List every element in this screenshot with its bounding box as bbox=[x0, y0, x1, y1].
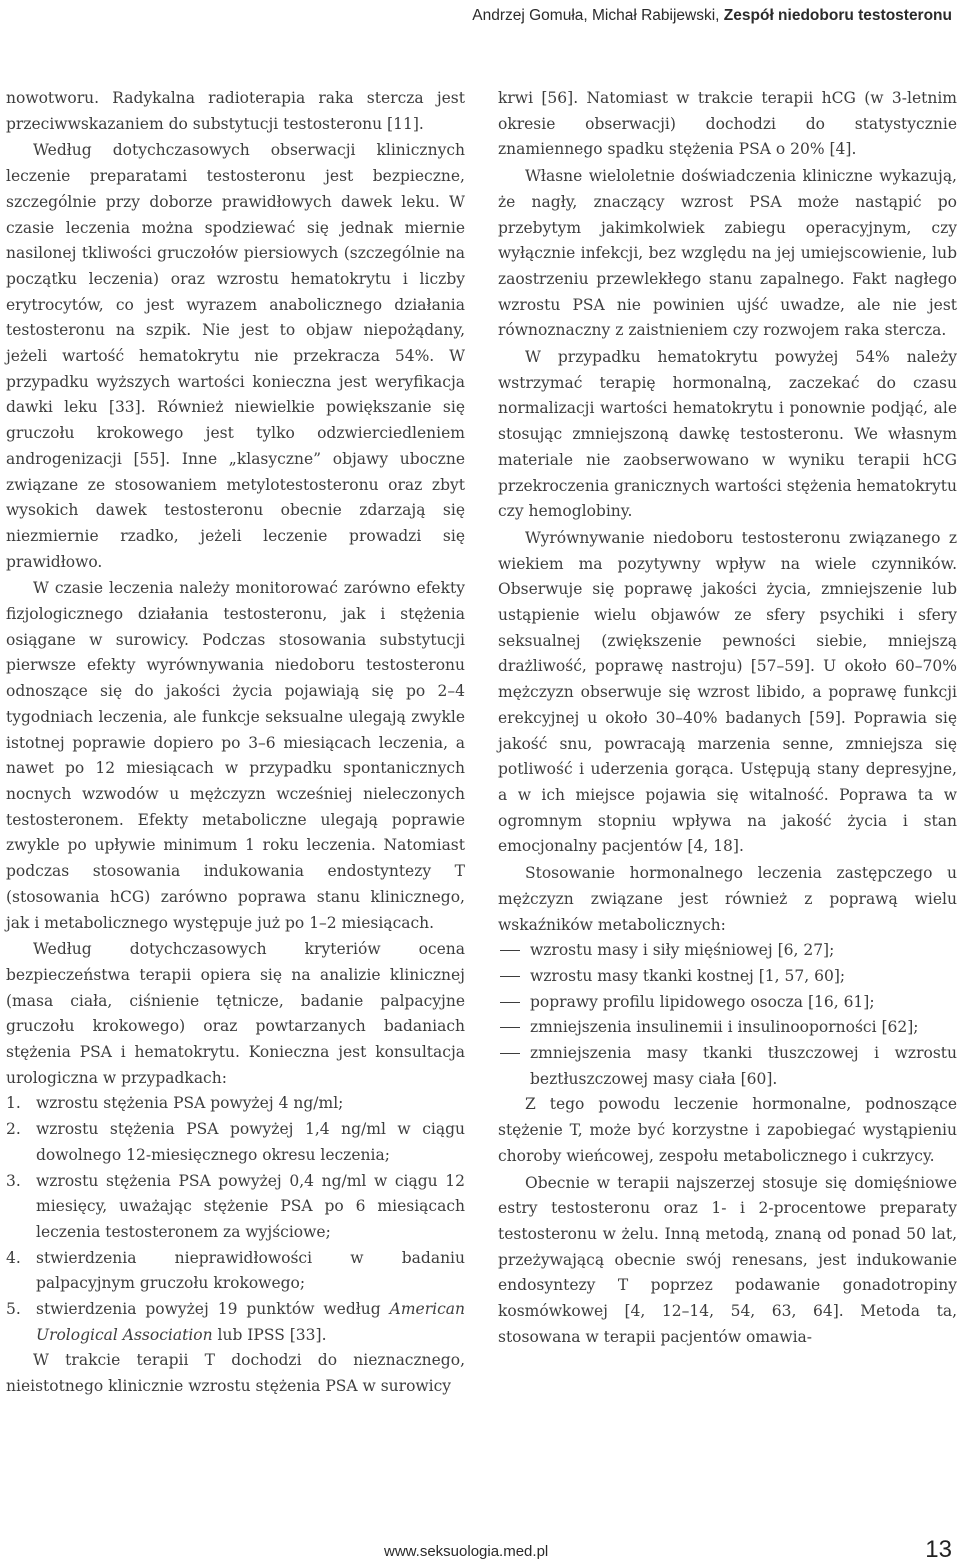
paragraph: W czasie leczenia należy monitorować zarówno efekty fizjologicznego działania testosteronu, jak i stężenia osiągane w surowicy. Podczas stosowania substytucji pierwsze efekty wyrównywania niedoboru testosteronu odnoszące się do jakości życia pojawiają się po 2–4 tygodniach leczenia, ale funkcje seksualne ulegają zwykle istotnej poprawie dopiero po 3–6 miesiącach leczenia, a nawet po 12 miesiącach w przypadku spontanicznych nocnych wzwodów u mężczyzn wcześniej nieleczonych testosteronem. Efekty metaboliczne ulegają poprawie zwykle po upływie minimum 1 roku leczenia. Natomiast podczas stosowania indukowania endostyntezy T (stosowania hCG) zarówno poprawa stanu klinicznego, jak i metabolicznego występuje już po 1–2 miesiącach. bbox=[6, 579, 465, 932]
list-item-text: wzrostu masy tkanki kostnej [1, 57, 60]; bbox=[530, 966, 846, 985]
list-number: 1. bbox=[6, 1094, 21, 1113]
list-number: 4. bbox=[6, 1248, 21, 1267]
paragraph: Obecnie w terapii najszerzej stosuje się domięśniowe estry testosteronu oraz 1- i 2-procentowe preparaty testosteronu w żelu. Inną metodą, znaną od ponad 50 lat, przeżywającą obecnie swój renesans, jest indukowanie endosyntezy T poprzez podawanie gonadotropiny kosmówkowej [4, 12–14, 54, 63, 64]. Metoda ta, stosowana w terapii pacjentów omawia- bbox=[498, 1173, 957, 1346]
list-item bbox=[498, 990, 957, 1016]
paragraph: W trakcie terapii T dochodzi do nieznacznego, nieistotnego klinicznie wzrostu stężenia PSA w surowicy bbox=[6, 1351, 465, 1396]
running-header bbox=[0, 7, 952, 25]
header-article-title: Zespół niedoboru testosteronu bbox=[723, 7, 952, 24]
paragraph: Własne wieloletnie doświadczenia kliniczne wykazują, że nagły, znaczący wzrost PSA może nastąpić po przebytym jakimkolwiek zabiegu operacyjnym, czy wyłącznie infekcji, bez względu na jej umiejscowienie, lub zaostrzeniu przewlekłego stanu zapalnego. Fakt nagłego wzrostu PSA nie powinien ujść uwadze, ale nie jest równoznaczny z zaistnieniem czy rozwojem raka stercza. bbox=[498, 167, 957, 340]
list-item bbox=[6, 1297, 465, 1348]
left-column bbox=[6, 86, 465, 1400]
paragraph: Wyrównywanie niedoboru testosteronu związanego z wiekiem ma pozytywny wpływ na wiele czynników. Obserwuje się poprawę jakości życia, zmniejszenie lub ustąpienie wielu objawów ze sfery psychiki i sfery seksualnej (zwiększenie pewności siebie, mniejszą drażliwość, poprawę nastroju) [57–59]. U około 60–70% mężczyzn obserwuje się wzrost libido, a poprawę funkcji erekcyjnej u około 30–40% badanych [59]. Poprawia się jakość snu, powracają marzenia senne, zmniejsza się potliwość i uderzenia gorąca. Ustępują stany depresyjne, a w ich miejsce pojawia się witalność. Poprawa ta w ogromnym stopniu wpływa na jakość życia i stan emocjonalny pacjentów [4, 18]. bbox=[498, 528, 957, 856]
list-number: 3. bbox=[6, 1171, 21, 1190]
list-item bbox=[498, 964, 957, 990]
paragraph: Według dotychczasowych kryteriów ocena bezpieczeństwa terapii opiera się na analizie klinicznej (masa ciała, ciśnienie tętnicze, badanie palpacyjne gruczołu krokowego) oraz powtarzanych badaniach stężenia PSA i hematokrytu. Konieczna jest konsultacja urologiczna w przypadkach: bbox=[6, 940, 465, 1087]
list-item-text-tail: lub IPSS [33]. bbox=[212, 1325, 327, 1344]
dash-marker bbox=[500, 1053, 520, 1054]
list-item-text: poprawy profilu lipidowego osocza [16, 61]; bbox=[530, 992, 875, 1011]
dash-marker bbox=[500, 976, 520, 977]
header-authors: Andrzej Gomuła, Michał Rabijewski, bbox=[472, 7, 724, 24]
list-item-text: wzrostu stężenia PSA powyżej 1,4 ng/ml w ciągu dowolnego 12-miesięcznego okresu leczenia; bbox=[36, 1120, 465, 1164]
list-item-text: wzrostu masy i siły mięśniowej [6, 27]; bbox=[530, 941, 835, 960]
paragraph: Z tego powodu leczenie hormonalne, podnoszące stężenie T, może być korzystne i zapobiegać wystąpieniu choroby wieńcowej, zespołu metabolicznego i cukrzycy. bbox=[498, 1095, 957, 1165]
dash-list bbox=[498, 938, 957, 1092]
list-item bbox=[6, 1117, 465, 1168]
dash-marker bbox=[500, 1027, 520, 1028]
page-number: 13 bbox=[925, 1536, 952, 1563]
paragraph: Według dotychczasowych obserwacji klinicznych leczenie preparatami testosteronu jest bezpieczne, szczególnie przy doborze prawidłowych dawek leku. W czasie leczenia można spodziewać się jednak miernie nasilonej tkliwości gruczołów piersiowych (szczególnie na początku leczenia) oraz wzrostu hematokrytu i liczby erytrocytów, co jest wyrazem anabolicznego działania testosteronu na szpik. Nie jest to objaw niepożądany, jeżeli wartość hematokrytu nie przekracza 54%. W przypadku wyższych wartości konieczna jest weryfikacja dawki leku [33]. Również niewielkie powiększanie się gruczołu krokowego jest tylko odzwierciedleniem androgenizacji [55]. Inne „klasyczne” objawy uboczne związane ze stosowaniem metylotestosteronu oraz zbyt wysokich dawek testosteronu obecnie zdarzają się niezmiernie rzadko, jeżeli leczenie prowadzi się prawidłowo. bbox=[6, 141, 465, 571]
list-item-text: stwierdzenia nieprawidłowości w badaniu palpacyjnym gruczołu krokowego; bbox=[36, 1248, 465, 1293]
list-item bbox=[6, 1091, 465, 1117]
footer-url: www.seksuologia.med.pl bbox=[384, 1543, 549, 1560]
list-item bbox=[498, 1041, 957, 1092]
list-item bbox=[6, 1169, 465, 1246]
paragraph: Stosowanie hormonalnego leczenia zastępczego u mężczyzn związane jest również z poprawą wielu wskaźników metabolicznych: bbox=[498, 864, 957, 934]
right-column bbox=[498, 86, 957, 1350]
list-item-text: zmniejszenia masy tkanki tłuszczowej i wzrostu beztłuszczowej masy ciała [60]. bbox=[530, 1044, 957, 1088]
dash-marker bbox=[500, 950, 520, 951]
paragraph: W przypadku hematokrytu powyżej 54% należy wstrzymać terapię hormonalną, zaczekać do czasu normalizacji wartości hematokrytu i ponownie podjąć, ale stosując zmniejszoną dawkę testosteronu. We własnym materiale nie zaobserwowano w wyniku terapii hCG przekroczenia granicznych wartości stężenia hematokrytu czy hemoglobiny. bbox=[498, 348, 957, 521]
numbered-list bbox=[6, 1091, 465, 1348]
paragraph: nowotworu. Radykalna radioterapia raka stercza jest przeciwwskazaniem do substytucji testosteronu [11]. bbox=[6, 89, 465, 133]
paragraph: krwi [56]. Natomiast w trakcie terapii hCG (w 3-letnim okresie obserwacji) dochodzi do statystycznie znamiennego spadku stężenia PSA o 20% [4]. bbox=[498, 89, 957, 159]
list-number: 5. bbox=[6, 1300, 21, 1319]
list-item-text: wzrostu stężenia PSA powyżej 4 ng/ml; bbox=[36, 1094, 344, 1113]
list-item-italic-text: American Urological Association bbox=[36, 1300, 465, 1344]
dash-marker bbox=[500, 1002, 520, 1003]
list-item-text: zmniejszenia insulinemii i insulinooporności [62]; bbox=[530, 1018, 919, 1037]
list-item bbox=[498, 938, 957, 964]
list-item-text: stwierdzenia powyżej 19 punktów według bbox=[36, 1300, 390, 1319]
list-item bbox=[6, 1246, 465, 1297]
list-number: 2. bbox=[6, 1120, 21, 1139]
list-item bbox=[498, 1015, 957, 1041]
list-item-text: wzrostu stężenia PSA powyżej 0,4 ng/ml w ciągu 12 miesięcy, uważając stężenie PSA po 6 miesiącach leczenia testosteronem za wyjściowe; bbox=[36, 1171, 465, 1241]
